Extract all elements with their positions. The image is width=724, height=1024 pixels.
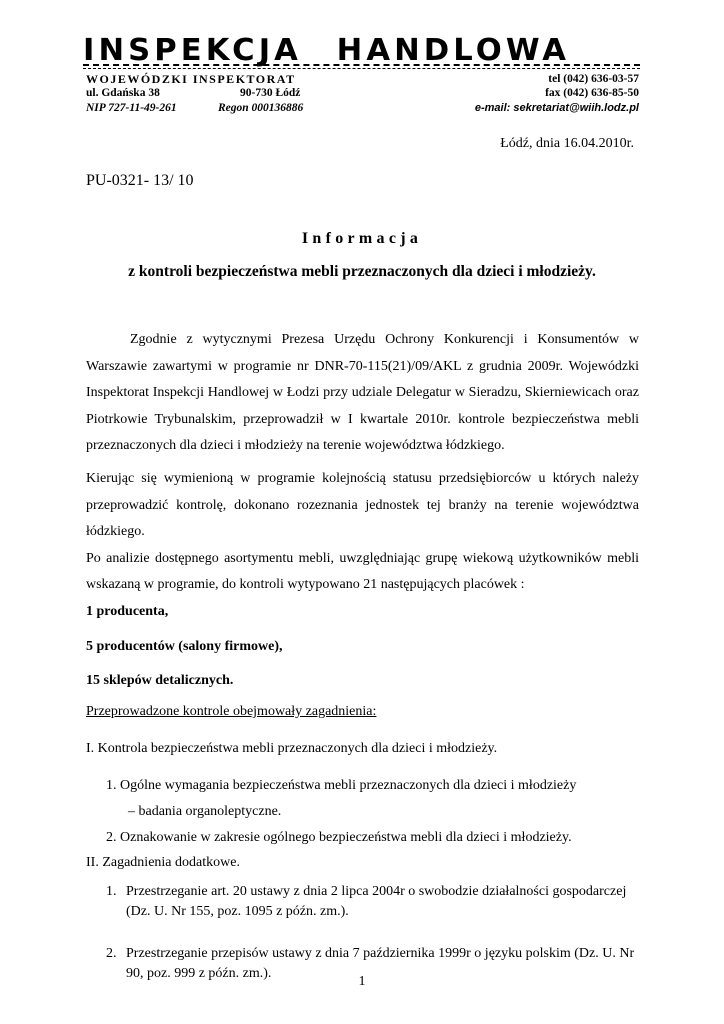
- paragraph-analysis: Po analizie dostępnego asortymentu mebli, uwzględniając grupę wiekową użytkowników mebli wskazaną w programie, do kontroli wytypowano 21 następujących placówek :: [86, 550, 639, 593]
- regon-number: Regon 000136886: [218, 102, 304, 114]
- phone-number: tel (042) 636-03-57: [548, 73, 639, 85]
- nip-number: NIP 727-11-49-261: [86, 102, 177, 114]
- list-item: [106, 882, 639, 922]
- section-2-list: [106, 882, 639, 984]
- postal-address: 90-730 Łódź: [240, 87, 301, 99]
- document-subtitle: z kontroli bezpieczeństwa mebli przeznaczonych dla dzieci i młodzieży.: [128, 263, 596, 280]
- fax-number: fax (042) 636-85-50: [545, 87, 639, 99]
- section-1-item-1: [106, 773, 639, 825]
- logo-word-2: HANDLOWA: [336, 33, 571, 68]
- paragraph-intro: Zgodnie z wytycznymi Prezesa Urzędu Ochrony Konkurencji i Konsumentów w Warszawie zawartymi w programie nr DNR-70-115(21)/09/AKL z grudnia 2009r. Wojewódzki Inspektorat Inspekcji Handlowej w Łodzi przy udziale Delegatur w Sieradzu, Skierniewicach oraz Piotrkowie Trybunalskim, przeprowadził w I kwartale 2010r. kontrole bezpieczeństwa mebli przeznaczonych dla dzieci i młodzieży na terenie województwa łódzkiego.: [86, 332, 639, 454]
- logo: [83, 33, 654, 68]
- list-item-number: 2.: [106, 946, 117, 962]
- email-address: e-mail: sekretariat@wiih.lodz.pl: [474, 102, 639, 114]
- document-body: [86, 327, 639, 984]
- section-1-heading: I. Kontrola bezpieczeństwa mebli przeznaczonych dla dzieci i młodzieży.: [86, 741, 498, 757]
- reference-number: PU-0321- 13/ 10: [86, 172, 194, 189]
- paragraph-selection: Kierując się wymienioną w programie kolejnością statusu przedsiębiorców u których należy przeprowadzić kontrolę, dokonano rozeznania jednostek tej branży na terenie województwa łódzkiego.: [86, 470, 639, 540]
- org-name: WOJEWÓDZKI INSPEKTORAT: [86, 72, 296, 86]
- document-title: Informacja: [301, 230, 423, 247]
- list-item-number: 1.: [106, 884, 117, 900]
- outlet-item: 15 sklepów detalicznych.: [86, 673, 234, 689]
- date-line: Łódź, dnia 16.04.2010r.: [500, 136, 634, 151]
- section-1-item-2: 2. Oznakowanie w zakresie ogólnego bezpieczeństwa mebli dla dzieci i młodzieży.: [106, 829, 572, 845]
- street-address: ul. Gdańska 38: [86, 87, 160, 99]
- section-1-item-1-text: 1. Ogólne wymagania bezpieczeństwa mebli przeznaczonych dla dzieci i młodzieży: [106, 777, 577, 793]
- section-1-item-1-continuation: – badania organoleptyczne.: [128, 803, 282, 819]
- scope-heading: Przeprowadzone kontrole obejmowały zagadnienia:: [86, 703, 377, 719]
- logo-word-1: INSPEKCJA: [83, 33, 302, 68]
- outlet-item: 1 producenta,: [86, 603, 169, 619]
- page-number: 1: [358, 974, 366, 989]
- outlet-item: 5 producentów (salony firmowe),: [86, 638, 283, 654]
- list-item-text: Przestrzeganie przepisów ustawy z dnia 7 października 1999r o języku polskim (Dz. U. Nr 90, poz. 999 z późn. zm.).: [126, 946, 635, 982]
- list-item-text: Przestrzeganie art. 20 ustawy z dnia 2 lipca 2004r o swobodzie działalności gospodarczej (Dz. U. Nr 155, poz. 1095 z późn. zm.).: [126, 884, 627, 920]
- letterhead-divider-thin: [83, 68, 640, 71]
- section-2-heading: II. Zagadnienia dodatkowe.: [86, 854, 240, 870]
